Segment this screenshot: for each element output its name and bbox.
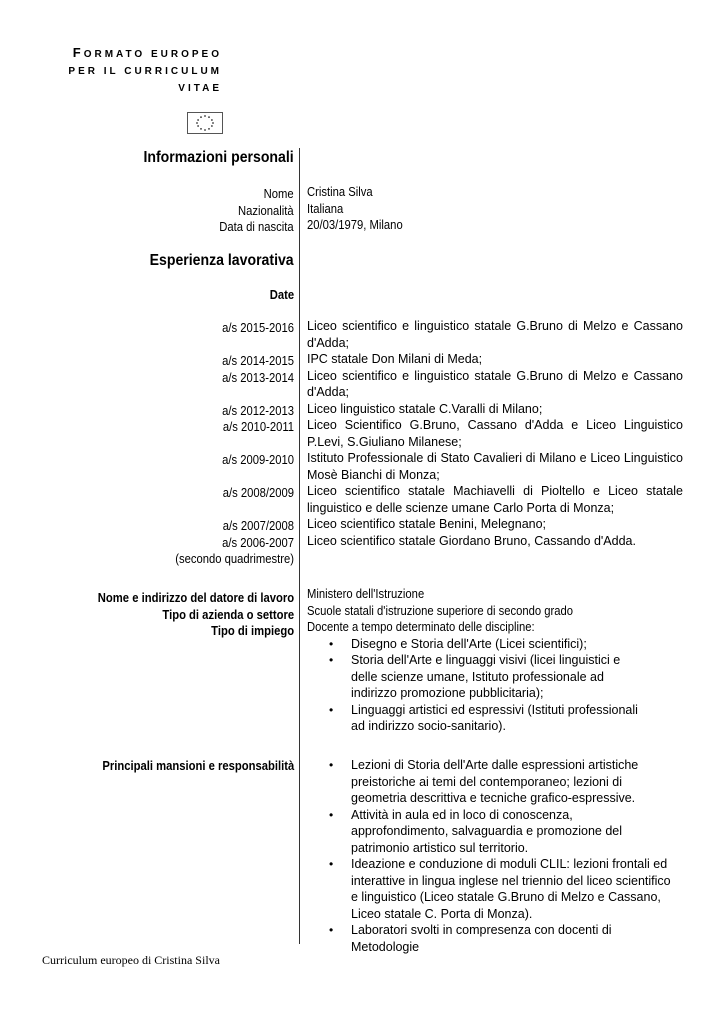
school-year: a/s 2008/2009	[222, 486, 294, 500]
duties-column	[307, 757, 683, 955]
label-employment-type: Tipo di impiego	[211, 624, 294, 638]
school-year	[175, 337, 294, 354]
school-year: a/s 2010-2011	[222, 420, 294, 434]
eu-flag-icon	[187, 112, 223, 134]
schools-column	[307, 318, 683, 549]
personal-info-heading: Informazioni personali	[143, 149, 294, 166]
header-line-3: VITAE	[178, 83, 222, 94]
page-footer: Curriculum europeo di Cristina Silva	[42, 953, 220, 967]
duty-item: • Attività in aula ed in loco di conoscenza, approfondimento, salvaguardia e promozione del patrimonio artistico sul territorio.	[307, 807, 672, 857]
school-year: a/s 2015-2016	[222, 321, 294, 335]
dates-label: Date	[269, 288, 294, 302]
school-entry: Liceo linguistico statale C.Varalli di Milano;	[307, 401, 543, 416]
value-employment-type: Docente a tempo determinato delle discipline:	[307, 620, 535, 634]
employer-values	[307, 586, 683, 735]
school-entry: Liceo scientifico statale Machiavelli di Pioltello e Liceo statale linguistico e delle scienze umane Carlo Porta di Monza;	[307, 484, 683, 515]
school-entry: Liceo scientifico e linguistico statale G.Bruno di Melzo e Cassano d'Adda;	[307, 319, 683, 350]
school-entry: Liceo scientifico e linguistico statale G.Bruno di Melzo e Cassano d'Adda;	[307, 368, 683, 399]
duties-list	[307, 757, 672, 955]
value-birthdate: 20/03/1979, Milano	[307, 218, 403, 232]
value-employer: Ministero dell'Istruzione	[307, 587, 425, 601]
value-name: Cristina Silva	[307, 185, 373, 199]
duty-item: • Laboratori svolti in compresenza con docenti di Metodologie	[307, 922, 672, 955]
work-experience-heading: Esperienza lavorativa	[149, 252, 294, 269]
discipline-item: • Storia dell'Arte e linguaggi visivi (licei linguistici e delle scienze umane, Istituto professionale ad indirizzo promozione pubblicitaria);	[307, 652, 647, 702]
school-entry: Istituto Professionale di Stato Cavalieri di Milano e Liceo Linguistico Mosè Bianchi di Monza;	[307, 451, 683, 482]
duty-item: • Ideazione e conduzione di moduli CLIL: lezioni frontali ed interattive in lingua inglese nel triennio del liceo scientifico e linguistico (Liceo statale G.Bruno di Melzo e Cassano, Liceo statale C. Porta di Monza).	[307, 856, 672, 922]
school-year: a/s 2014-2015	[222, 354, 294, 368]
label-employer: Nome e indirizzo del datore di lavoro	[97, 591, 294, 605]
school-year: a/s 2012-2013	[222, 403, 294, 418]
header-line-2: PER IL CURRICULUM	[68, 66, 222, 77]
label-nationality: Nazionalità	[238, 203, 294, 218]
school-entry: Liceo scientifico statale Benini, Melegnano;	[307, 517, 547, 531]
school-year: a/s 2006-2007	[222, 535, 294, 550]
school-years-column	[175, 320, 294, 568]
school-year: a/s 2013-2014	[222, 370, 294, 385]
employer-labels	[98, 590, 294, 640]
disciplines-list	[307, 636, 647, 735]
school-entry: Liceo scientifico statale Giordano Bruno, Cassando d'Adda.	[307, 533, 636, 548]
school-entry: Liceo Scientifico G.Bruno, Cassano d'Adda e Liceo Linguistico P.Levi, S.Giuliano Milanese;	[307, 418, 683, 449]
personal-labels	[220, 186, 294, 236]
duties-label: Principali mansioni e responsabilità	[102, 759, 294, 773]
school-year: (secondo quadrimestre)	[175, 552, 294, 566]
school-year	[175, 502, 294, 519]
header-line-1: FORMATO EUROPEO	[72, 45, 222, 60]
discipline-item: • Disegno e Storia dell'Arte (Licei scientifici);	[307, 636, 647, 653]
personal-values	[307, 184, 683, 234]
school-year	[175, 386, 294, 403]
duty-item: • Lezioni di Storia dell'Arte dalle espressioni artistiche preistoriche ai temi del contemporaneo; lezioni di geometria descrittiva e tecniche grafico-espressive.	[307, 757, 672, 807]
value-sector: Scuole statali d'istruzione superiore di secondo grado	[307, 603, 574, 618]
school-year: a/s 2009-2010	[222, 453, 294, 467]
label-sector: Tipo di azienda o settore	[162, 607, 294, 622]
column-divider	[299, 148, 300, 944]
label-name: Nome	[263, 187, 294, 201]
school-year	[175, 436, 294, 453]
cv-format-header	[40, 44, 222, 97]
school-year	[175, 469, 294, 486]
label-birthdate: Data di nascita	[219, 220, 294, 234]
discipline-item: • Linguaggi artistici ed espressivi (Istituti professionali ad indirizzo socio-sanitario).	[307, 702, 647, 735]
school-year: a/s 2007/2008	[222, 519, 294, 533]
value-nationality: Italiana	[307, 201, 344, 216]
school-entry: IPC statale Don Milani di Meda;	[307, 352, 483, 366]
